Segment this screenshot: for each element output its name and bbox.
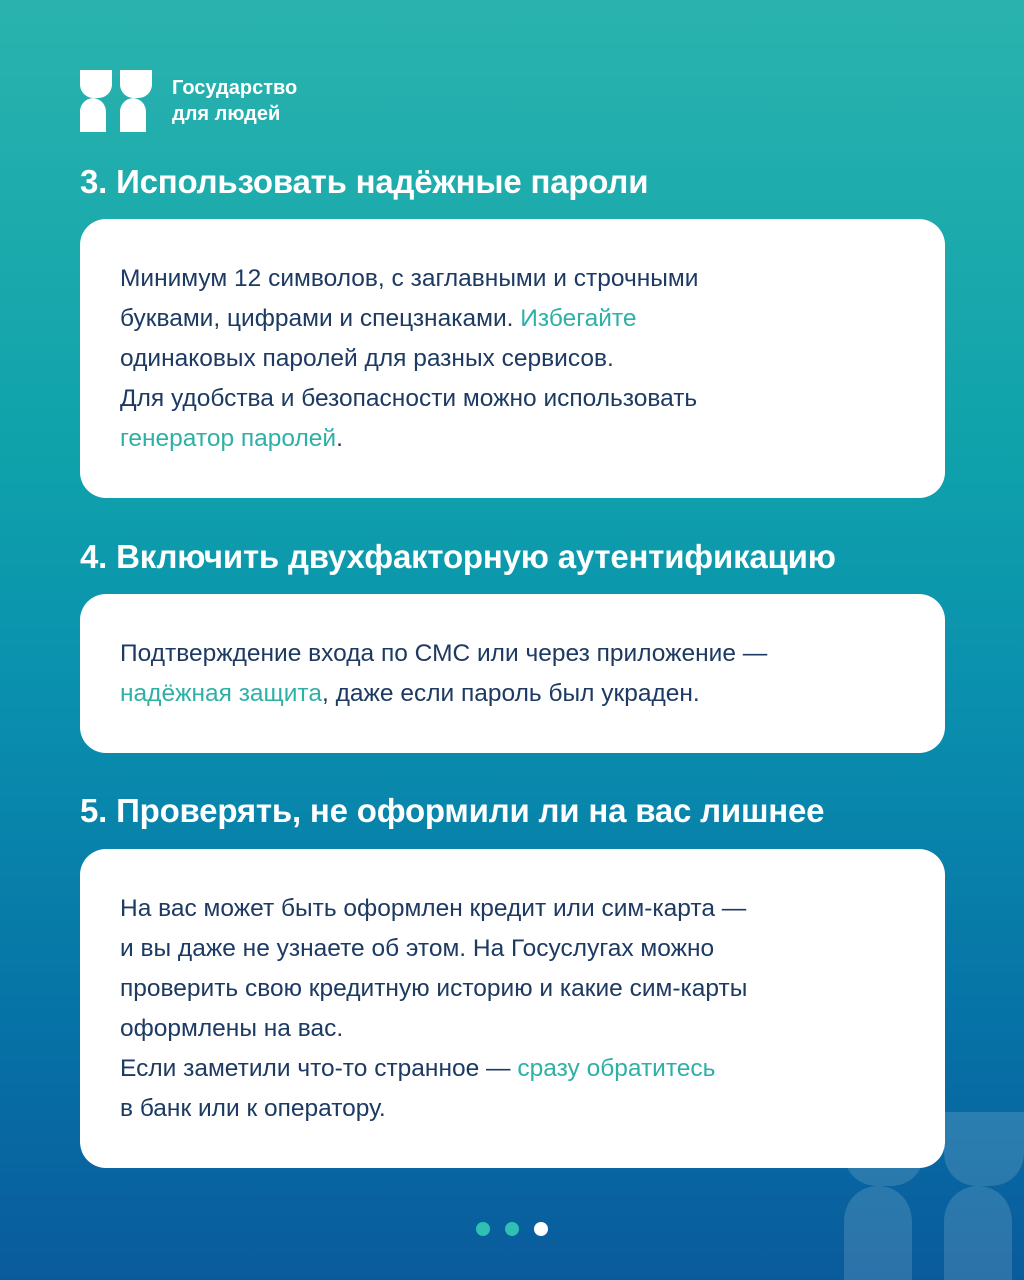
card-passwords-text xyxy=(120,259,905,459)
text-line: проверить свою кредитную историю и какие сим-карты xyxy=(120,975,748,1002)
quote-marks-watermark-icon xyxy=(834,1100,1024,1280)
highlight-text: сразу обратитесь xyxy=(517,1055,716,1082)
brand-name-line2: для людей xyxy=(172,103,281,125)
card-2fa-text xyxy=(120,634,905,714)
text-line: На вас может быть оформлен кредит или сим-карта — xyxy=(120,895,747,922)
pagination-dot[interactable] xyxy=(505,1222,519,1236)
brand-name xyxy=(172,75,297,127)
card-check xyxy=(80,849,945,1168)
text-line: оформлены на вас. xyxy=(120,1015,344,1042)
quote-marks-logo-icon xyxy=(80,70,156,132)
section-heading-passwords: 3. Использовать надёжные пароли xyxy=(80,163,649,200)
pagination-dot-active[interactable] xyxy=(534,1222,548,1236)
section-heading-2fa: 4. Включить двухфакторную аутентификацию xyxy=(80,538,836,575)
text-line: Для удобства и безопасности можно использовать xyxy=(120,385,698,412)
text-line: и вы даже не узнаете об этом. На Госуслугах можно xyxy=(120,935,715,962)
highlight-text: надёжная защита xyxy=(120,680,322,707)
brand-logo xyxy=(80,70,297,132)
text-line: Минимум 12 символов, с заглавными и строчными xyxy=(120,265,699,292)
card-2fa xyxy=(80,594,945,753)
card-check-text xyxy=(120,889,905,1129)
text-line: . xyxy=(336,425,343,452)
text-line: буквами, цифрами и спецзнаками. xyxy=(120,305,521,332)
highlight-text: Избегайте xyxy=(520,305,637,332)
text-line: в банк или к оператору. xyxy=(120,1095,386,1122)
pagination-dots xyxy=(476,1222,563,1236)
card-passwords xyxy=(80,219,945,498)
brand-name-line1: Государство xyxy=(172,77,298,99)
section-heading-check: 5. Проверять, не оформили ли на вас лишнее xyxy=(80,792,825,829)
text-line: Если заметили что-то странное — xyxy=(120,1055,518,1082)
pagination-dot[interactable] xyxy=(476,1222,490,1236)
text-line: , даже если пароль был украден. xyxy=(321,680,700,707)
text-line: Подтверждение входа по СМС или через приложение — xyxy=(120,640,768,667)
highlight-text: генератор паролей xyxy=(120,425,337,452)
text-line: одинаковых паролей для разных сервисов. xyxy=(120,345,614,372)
